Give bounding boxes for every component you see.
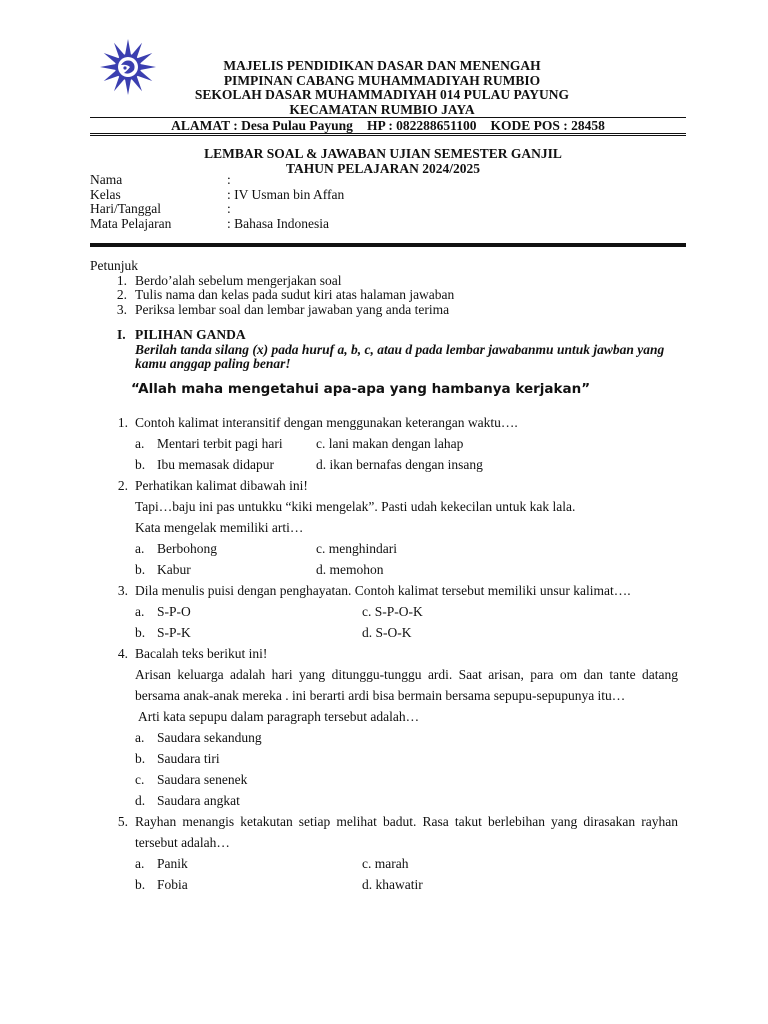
question-number: 1.	[117, 415, 128, 430]
option-row	[108, 601, 678, 622]
instructions-heading: Petunjuk	[90, 258, 139, 273]
option-d[interactable]: d. ikan bernafas dengan insang	[316, 457, 483, 472]
question-text: Bacalah teks berikut ini!	[135, 646, 268, 661]
info-label: Mata Pelajaran	[90, 215, 172, 231]
student-info	[90, 173, 344, 231]
option-c[interactable]: c. menghindari	[316, 541, 397, 556]
info-value: : Bahasa Indonesia	[227, 215, 329, 231]
question-5	[108, 811, 678, 853]
divider	[90, 135, 686, 136]
option-row	[108, 769, 678, 790]
option-row	[108, 790, 678, 811]
info-value: :	[227, 201, 231, 216]
instruction-item: 2. Tulis nama dan kelas pada sudut kiri atas halaman jawaban	[116, 287, 455, 302]
option-a[interactable]: a. Mentari terbit pagi hari	[135, 436, 283, 451]
info-value: :	[227, 172, 231, 187]
document-title	[90, 147, 676, 176]
option-row	[108, 853, 678, 874]
option-d[interactable]: d. S-O-K	[362, 625, 412, 640]
option-c[interactable]: c. Saudara senenek	[135, 772, 248, 787]
option-b[interactable]: b. S-P-K	[135, 625, 191, 640]
option-a[interactable]: a. Panik	[135, 856, 188, 871]
option-d[interactable]: d. khawatir	[362, 877, 423, 892]
section-instruction: Berilah tanda silang (x) pada huruf a, b, c, atau d pada lembar jawabanmu untuk jawban yang kamu anggap paling benar!	[135, 341, 665, 371]
question-text: Dila menulis puisi dengan penghayatan. Contoh kalimat tersebut memiliki unsur kalimat….	[135, 583, 631, 598]
option-b[interactable]: b. Ibu memasak didapur	[135, 457, 274, 472]
info-label: Kelas	[90, 186, 121, 202]
letterhead-line: KECAMATAN RUMBIO JAYA	[289, 101, 475, 117]
option-row	[108, 874, 678, 895]
question-3	[108, 580, 678, 601]
title-line-2: TAHUN PELAJARAN 2024/2025	[285, 160, 480, 176]
phone: HP : 082288651100	[366, 118, 477, 133]
info-row-mata-pelajaran	[90, 217, 344, 232]
question-number: 5.	[117, 814, 128, 829]
option-d[interactable]: d. Saudara angkat	[135, 793, 240, 808]
info-row-nama	[90, 173, 344, 188]
option-b[interactable]: b. Kabur	[135, 562, 191, 577]
info-label: Hari/Tanggal	[90, 201, 162, 216]
school-logo	[92, 38, 164, 96]
option-b[interactable]: b. Fobia	[135, 877, 188, 892]
letterhead-line: MAJELIS PENDIDIKAN DASAR DAN MENENGAH	[223, 58, 541, 73]
section-pilihan-ganda	[117, 328, 665, 372]
option-row	[108, 538, 678, 559]
question-number: 3.	[117, 583, 128, 598]
title-line-1: LEMBAR SOAL & JAWABAN UJIAN SEMESTER GANJIL	[204, 146, 562, 161]
option-row	[108, 454, 678, 475]
question-text: Perhatikan kalimat dibawah ini!	[135, 478, 308, 493]
option-a[interactable]: a. Saudara sekandung	[135, 730, 262, 745]
postcode: KODE POS : 28458	[490, 118, 605, 133]
section-heading: I. PILIHAN GANDA	[117, 327, 246, 342]
question-4	[108, 643, 678, 664]
option-row	[108, 433, 678, 454]
quote: “Allah maha mengetahui apa-apa yang hambanya kerjakan”	[131, 381, 591, 397]
info-row-hari-tanggal	[90, 202, 344, 217]
option-row	[108, 559, 678, 580]
question-text: Rayhan menangis ketakutan setiap melihat badut. Rasa takut berlebihan yang dirasakan rayhan tersebut adalah…	[135, 814, 678, 850]
instruction-item: 3. Periksa lembar soal dan lembar jawaban yang anda terima	[116, 301, 450, 317]
option-a[interactable]: a. Berbohong	[135, 541, 217, 556]
instructions	[90, 259, 454, 317]
question-extra: Kata mengelak memiliki arti…	[135, 520, 304, 535]
question-list	[108, 412, 678, 895]
option-c[interactable]: c. S-P-O-K	[362, 604, 423, 619]
divider	[90, 133, 686, 134]
option-row	[108, 727, 678, 748]
option-d[interactable]: d. memohon	[316, 562, 384, 577]
option-c[interactable]: c. marah	[362, 856, 409, 871]
question-prompt: Arti kata sepupu dalam paragraph tersebut adalah…	[138, 709, 420, 724]
option-c[interactable]: c. lani makan dengan lahap	[316, 436, 464, 451]
letterhead-line: PIMPINAN CABANG MUHAMMADIYAH RUMBIO	[223, 72, 541, 88]
letterhead-line: SEKOLAH DASAR MUHAMMADIYAH 014 PULAU PAYUNG	[194, 87, 570, 102]
option-a[interactable]: a. S-P-O	[135, 604, 191, 619]
question-number: 2.	[117, 478, 128, 493]
question-number: 4.	[117, 646, 128, 661]
instruction-item: 1. Berdo’alah sebelum mengerjakan soal	[116, 272, 342, 288]
question-1	[108, 412, 678, 433]
question-2	[108, 475, 678, 496]
info-value: : IV Usman bin Affan	[227, 186, 345, 202]
info-label: Nama	[90, 172, 123, 187]
letterhead	[160, 59, 604, 117]
option-b[interactable]: b. Saudara tiri	[135, 751, 220, 766]
address: ALAMAT : Desa Pulau Payung	[171, 118, 353, 133]
option-row	[108, 748, 678, 769]
thick-divider	[90, 243, 686, 247]
question-text: Contoh kalimat interansitif dengan menggunakan keterangan waktu….	[135, 415, 518, 430]
question-passage: Arisan keluarga adalah hari yang ditunggu-tunggu ardi. Saat arisan, para om dan tante datang bersama anak-anak mereka . ini berarti ardi bisa bermain bersama sepupu-sepupunya itu…	[135, 667, 678, 703]
option-row	[108, 622, 678, 643]
address-line	[90, 118, 686, 133]
info-row-kelas	[90, 188, 344, 203]
question-extra: Tapi…baju ini pas untukku “kiki mengelak”. Pasti udah kekecilan untuk kak lala.	[135, 499, 576, 514]
